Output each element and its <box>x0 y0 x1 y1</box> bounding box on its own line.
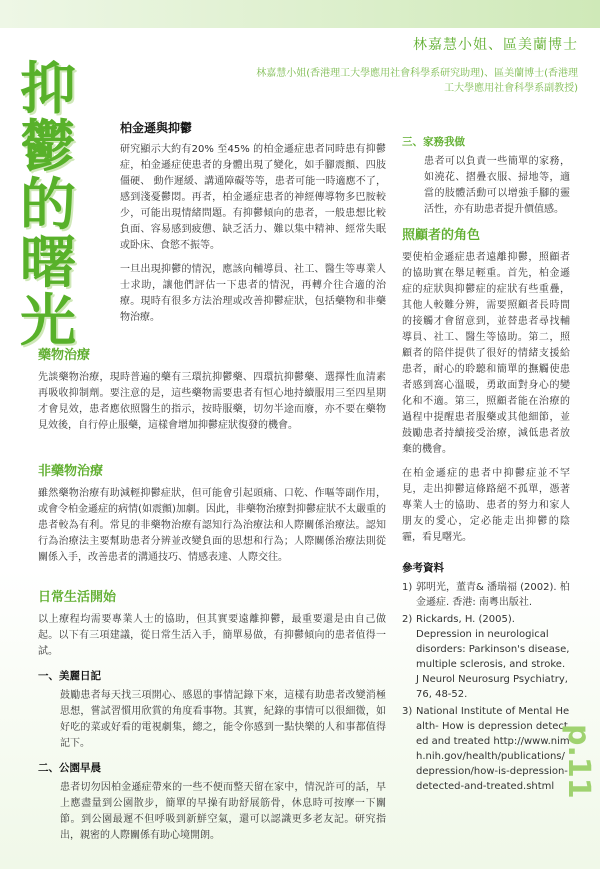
paragraph: 鼓勵患者每天找三項開心、感恩的事情記錄下來，這樣有助患者改變消極思想，嘗試習慣用欣賞的角度看事物。其實，紀錄的事情可以很細微，如好吃的菜或好看的電視劇集，總之，能令你感到一點快樂的人和事都值得記下。 <box>60 690 386 749</box>
ref-text: National Institute of Mental Health- How is depression detected and treated http://www.nimh.nih.gov/health/publications/depression/how-is-depression-detected-and-treated.shtml <box>416 706 570 792</box>
authors: 林嘉慧小姐、區美蘭博士 <box>413 37 578 53</box>
nondrug-section <box>38 464 386 574</box>
list-item <box>402 612 570 702</box>
daily-section <box>38 590 386 852</box>
ref-text: 郭明光，董青& 潘瑞福 (2002). 柏金遜症. 香港: 南粵出版社. <box>416 582 570 608</box>
page-number: p.11 <box>561 724 596 799</box>
paragraph: 以上療程均需要專業人士的協助，但其實要遠離抑鬱，最重要還是由自己做起。以下有三項建議，從日常生活入手，簡單易做，有抑鬱傾向的患者值得一試。 <box>38 614 386 657</box>
top-banner <box>0 0 600 28</box>
title-char: 的 <box>20 172 74 238</box>
page-title <box>20 56 98 354</box>
ref-number: 2) <box>402 614 413 625</box>
section-heading: 柏金遜與抑鬱 <box>120 121 193 135</box>
section-heading: 照顧者的角色 <box>402 228 481 243</box>
paragraph: 一旦出現抑鬱的情況，應該向輔導員、社工、醫生等專業人士求助，讓他們評估一下患者的情況，再轉介往合適的治療。現時有很多方法治理或改善抑鬱症狀，包括藥物和非藥物治療。 <box>120 264 386 323</box>
right-column <box>402 132 570 796</box>
paragraph: 研究顯示大約有20% 至45% 的柏金遜症患者同時患有抑鬱症，柏金遜症使患者的身體出現了變化，如手腳震顫、四肢僵硬、 動作遲緩、講通障礙等等，患者可能一時適應不了，感到淺憂鬱悶。再者，柏金遜症患者的神經傳導物多巴胺較少，可能出現情緒問題。有抑鬱傾向的患者，一般患想比較負面、容易感到疲憊、缺乏活力、難以集中精神、經常失眠或卧床、食慾不振等。 <box>120 144 386 251</box>
paragraph: 雖然藥物治療有助減輕抑鬱症狀，但可能會引起頭痛、口乾、作嘔等副作用，或會令柏金遜症的病情(如震顫)加劇。因此，非藥物治療對抑鬱症狀不太嚴重的患者較為有利。常見的非藥物治療有認知行為治療法和人際關係治療法。認知行為治療法主要幫助患者分辨並改變負面的思想和行為；人際關係治療法則從關係入手，改善患者的溝通技巧、情感表達、人際交往。 <box>38 488 386 563</box>
sub-heading: 二、公園早晨 <box>38 762 101 774</box>
paragraph: 患者可以負責一些簡單的家務，如澆花、摺疊衣服、掃地等，適當的肢體活動可以增強手腳的靈活性，亦有助患者提升價值感。 <box>424 156 570 215</box>
list-item <box>402 580 570 610</box>
section-heading: 三、家務我做 <box>402 136 465 148</box>
title-char: 抑 <box>20 56 74 122</box>
title-char: 曙 <box>20 230 74 296</box>
paragraph: 在柏金遜症的患者中抑鬱症並不罕見，走出抑鬱這條路絕不孤單，憑著專業人士的協助、患者的努力和家人朋友的愛心，定必能走出抑鬱的陰霾，看見曙光。 <box>402 468 570 543</box>
title-char: 鬱 <box>20 114 74 180</box>
drug-section <box>38 348 386 442</box>
paragraph: 要使柏金遜症患者遠離抑鬱，照顧者的協助實在舉足輕重。首先，柏金遜症的症狀與抑鬱症的症狀有些重疊，其他人較難分辨，需要照顧者長時間的接觸才會留意到，並替患者尋找輔導員、社工、醫生等協助。第二，照顧者的陪伴提供了很好的情緒支援給患者，耐心的聆聽和簡單的撫觸使患者感到窩心溫暖，勇敢面對身心的變化和不適。第三，照顧者能在治療的過程中提醒患者服藥或其他細節，並鼓勵患者持續接受治療，減低患者放棄的機會。 <box>402 252 570 455</box>
paragraph: 患者切勿因柏金遜症帶來的一些不便而整天留在家中，情況許可的話，早上應盡量到公園散步，簡單的早操有助舒展筋骨，休息時可按摩一下關節。到公園最遲不但呼吸到新鮮空氣，還可以認識更多老友記。研究指出，親密的人際關係有助心境開朗。 <box>60 782 386 841</box>
ref-number: 3) <box>402 706 413 717</box>
reference-list <box>402 580 570 794</box>
title-char: 光 <box>20 288 74 354</box>
paragraph: 先談藥物治療，現時普遍的藥有三環抗抑鬱藥、四環抗抑鬱藥、選擇性血清素再吸收抑制劑。要注意的是，這些藥物需要患者有恒心地持續服用三至四星期才會見效，患者應依照醫生的指示，按時服藥，切勿半途而廢，亦不要在藥物見效後，自行停止服藥，這樣會增加抑鬱症狀復發的機會。 <box>38 372 386 431</box>
sub-heading: 一、美麗日記 <box>38 670 101 682</box>
parkinson-section <box>120 120 386 334</box>
affiliation: 林嘉慧小姐(香港理工大學應用社會科學系研究助理)、區美蘭博士(香港理工大學應用社會科學系副教授) <box>256 68 578 94</box>
section-heading: 參考資料 <box>402 562 444 574</box>
section-heading: 日常生活開始 <box>38 590 117 605</box>
section-heading: 非藥物治療 <box>38 464 104 479</box>
list-item <box>402 704 570 794</box>
section-heading: 藥物治療 <box>38 348 91 363</box>
ref-text: Rickards, H. (2005). Depression in neurological disorders: Parkinson's disease, multiple sclerosis, and stroke. J Neurol Neurosurg Psychiatry, 76, 48-52. <box>416 614 570 700</box>
ref-number: 1) <box>402 582 413 593</box>
